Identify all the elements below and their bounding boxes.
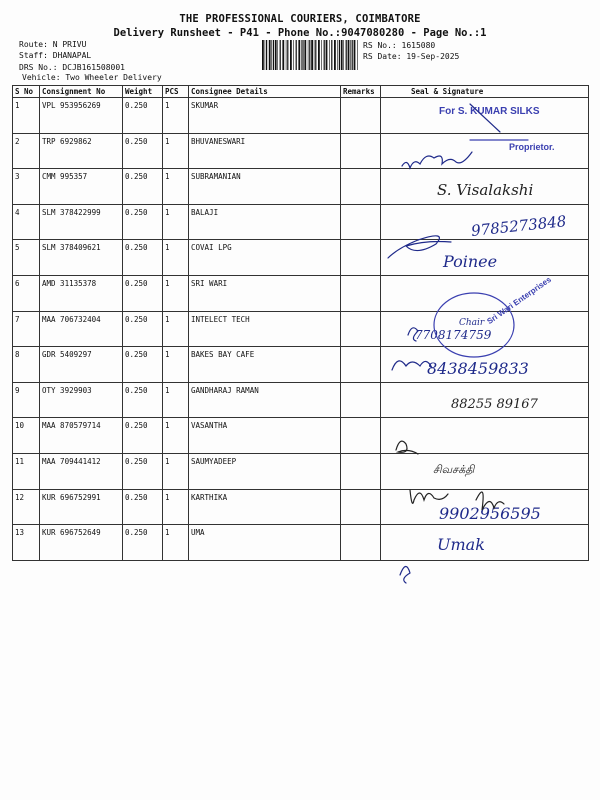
runsheet-table — [12, 85, 589, 561]
table-row — [13, 382, 589, 418]
cell-signature — [381, 133, 589, 169]
cell-consignment: TRP 6929862 — [40, 133, 123, 169]
barcode-bar — [331, 40, 332, 70]
barcode-bar — [357, 40, 358, 70]
barcode-bar — [324, 40, 325, 70]
barcode-bar — [275, 40, 277, 70]
barcode-bar — [290, 40, 292, 70]
drs-number: DRS No.: DCJB161508001 — [19, 63, 125, 72]
col-header-pcs: PCS — [163, 86, 189, 98]
barcode-bar — [302, 40, 303, 70]
barcode-bar — [339, 40, 340, 70]
cell-remarks — [341, 453, 381, 489]
cell-signature — [381, 169, 589, 205]
barcode-bar — [266, 40, 267, 70]
barcode-bar — [280, 40, 281, 70]
col-header-consignee: Consignee Details — [189, 86, 341, 98]
cell-weight: 0.250 — [123, 133, 163, 169]
company-title: THE PROFESSIONAL COURIERS, COIMBATORE — [179, 13, 421, 25]
barcode-icon — [262, 40, 358, 70]
cell-consignee: INTELECT TECH — [189, 311, 341, 347]
cell-sno: 3 — [13, 169, 40, 205]
cell-remarks — [341, 133, 381, 169]
runsheet-subtitle: Delivery Runsheet - P41 - Phone No.:9047080280 - Page No.:1 — [113, 27, 487, 39]
cell-sno: 10 — [13, 418, 40, 454]
cell-consignee: SRI WARI — [189, 275, 341, 311]
cell-remarks — [341, 418, 381, 454]
cell-consignee: BHUVANESWARI — [189, 133, 341, 169]
table-row — [13, 204, 589, 240]
barcode-bar — [314, 40, 315, 70]
cell-pcs: 1 — [163, 275, 189, 311]
barcode-bar — [277, 40, 278, 70]
cell-consignee: KARTHIKA — [189, 489, 341, 525]
cell-consignee: VASANTHA — [189, 418, 341, 454]
cell-consignment: CMM 995357 — [40, 169, 123, 205]
cell-pcs: 1 — [163, 311, 189, 347]
cell-sno: 4 — [13, 204, 40, 240]
cell-consignment: SLM 378422999 — [40, 204, 123, 240]
cell-consignment: VPL 953956269 — [40, 98, 123, 134]
cell-signature — [381, 382, 589, 418]
cell-sno: 5 — [13, 240, 40, 276]
signature-scribble — [400, 566, 410, 583]
route-label: Route: N PRIVU — [19, 40, 87, 49]
cell-sno: 7 — [13, 311, 40, 347]
table-row — [13, 98, 589, 134]
cell-weight: 0.250 — [123, 98, 163, 134]
cell-remarks — [341, 204, 381, 240]
cell-pcs: 1 — [163, 382, 189, 418]
cell-pcs: 1 — [163, 489, 189, 525]
barcode-bar — [352, 40, 353, 70]
cell-weight: 0.250 — [123, 240, 163, 276]
cell-signature — [381, 347, 589, 383]
table-row — [13, 311, 589, 347]
table-row — [13, 169, 589, 205]
barcode-bar — [262, 40, 264, 70]
cell-consignment: GDR 5409297 — [40, 347, 123, 383]
barcode-bar — [282, 40, 284, 70]
barcode-bar — [348, 40, 350, 70]
cell-consignee: BAKES BAY CAFE — [189, 347, 341, 383]
cell-pcs: 1 — [163, 453, 189, 489]
barcode-bar — [326, 40, 328, 70]
cell-pcs: 1 — [163, 347, 189, 383]
barcode-bar — [296, 40, 297, 70]
cell-signature — [381, 418, 589, 454]
barcode-bar — [315, 40, 316, 70]
cell-remarks — [341, 275, 381, 311]
col-header-consignment: Consignment No — [40, 86, 123, 98]
cell-remarks — [341, 169, 381, 205]
cell-consignment: MAA 706732404 — [40, 311, 123, 347]
cell-remarks — [341, 347, 381, 383]
cell-sno: 9 — [13, 382, 40, 418]
cell-consignment: KUR 696752991 — [40, 489, 123, 525]
barcode-bar — [301, 40, 302, 70]
cell-pcs: 1 — [163, 204, 189, 240]
barcode-bar — [286, 40, 287, 70]
table-row — [13, 489, 589, 525]
cell-consignee: SAUMYADEEP — [189, 453, 341, 489]
table-row — [13, 418, 589, 454]
cell-consignee: BALAJI — [189, 204, 341, 240]
cell-consignment: MAA 870579714 — [40, 418, 123, 454]
cell-sno: 11 — [13, 453, 40, 489]
cell-remarks — [341, 311, 381, 347]
table-row — [13, 240, 589, 276]
cell-signature — [381, 311, 589, 347]
cell-consignee: UMA — [189, 525, 341, 561]
cell-consignment: KUR 696752649 — [40, 525, 123, 561]
barcode-bar — [329, 40, 330, 70]
stamp-seal: For S. KUMAR SILKS — [439, 106, 540, 117]
cell-consignment: AMD 31135378 — [40, 275, 123, 311]
cell-consignment: SLM 378409621 — [40, 240, 123, 276]
rs-date: RS Date: 19-Sep-2025 — [363, 52, 460, 61]
barcode-bar — [321, 40, 322, 70]
cell-remarks — [341, 240, 381, 276]
barcode-bar — [341, 40, 343, 70]
cell-weight: 0.250 — [123, 311, 163, 347]
cell-remarks — [341, 382, 381, 418]
cell-weight: 0.250 — [123, 418, 163, 454]
cell-weight: 0.250 — [123, 525, 163, 561]
cell-sno: 13 — [13, 525, 40, 561]
barcode-bar — [308, 40, 309, 70]
cell-consignee: COVAI LPG — [189, 240, 341, 276]
cell-remarks — [341, 98, 381, 134]
cell-sno: 1 — [13, 98, 40, 134]
cell-weight: 0.250 — [123, 489, 163, 525]
cell-weight: 0.250 — [123, 275, 163, 311]
cell-sno: 6 — [13, 275, 40, 311]
cell-weight: 0.250 — [123, 204, 163, 240]
cell-pcs: 1 — [163, 169, 189, 205]
cell-pcs: 1 — [163, 98, 189, 134]
signature-phone: 9902956595 — [439, 503, 541, 523]
cell-signature — [381, 240, 589, 276]
cell-consignee: SUBRAMANIAN — [189, 169, 341, 205]
cell-signature — [381, 98, 589, 152]
table-row — [13, 525, 589, 561]
barcode-bar — [304, 40, 306, 70]
col-header-signature: Seal & Signature — [381, 86, 589, 98]
barcode-bar — [265, 40, 266, 70]
cell-sno: 8 — [13, 347, 40, 383]
cell-consignee: SKUMAR — [189, 98, 341, 134]
signature-handwriting: Umak — [437, 535, 485, 555]
signature-handwriting: S. Visalakshi — [437, 181, 534, 200]
table-row — [13, 133, 589, 169]
barcode-bar — [343, 40, 344, 70]
signature-handwriting: Poinee — [443, 252, 498, 272]
cell-signature — [381, 453, 589, 489]
barcode-bar — [298, 40, 300, 70]
vehicle-label: Vehicle: Two Wheeler Delivery — [22, 73, 162, 82]
cell-sno: 12 — [13, 489, 40, 525]
barcode-bar — [287, 40, 288, 70]
cell-consignment: OTY 3929903 — [40, 382, 123, 418]
cell-pcs: 1 — [163, 418, 189, 454]
cell-weight: 0.250 — [123, 169, 163, 205]
barcode-bar — [273, 40, 274, 70]
signature-phone: 9785273848 — [470, 211, 568, 240]
stamp-seal-round: Sri Wari Enterprises — [485, 274, 553, 327]
col-header-remarks: Remarks — [341, 86, 381, 98]
barcode-bar — [271, 40, 272, 70]
cell-remarks — [341, 525, 381, 561]
table-row — [13, 453, 589, 489]
col-header-sno: S No — [13, 86, 40, 98]
table-row — [13, 275, 589, 311]
signature-phone: 88255 89167 — [451, 396, 538, 412]
cell-pcs: 1 — [163, 240, 189, 276]
signature-handwriting: சிவசக்தி — [433, 462, 475, 476]
cell-pcs: 1 — [163, 525, 189, 561]
cell-signature — [381, 204, 589, 240]
cell-pcs: 1 — [163, 133, 189, 169]
table-row — [13, 347, 589, 383]
barcode-bar — [337, 40, 338, 70]
cell-signature — [381, 489, 589, 525]
barcode-bar — [354, 40, 356, 70]
staff-label: Staff: DHANAPAL — [19, 51, 92, 60]
barcode-bar — [350, 40, 351, 70]
cell-weight: 0.250 — [123, 382, 163, 418]
signature-phone: 7708174759 — [415, 327, 492, 342]
cell-consignee: GANDHARAJ RAMAN — [189, 382, 341, 418]
signature-phone: 8438459833 — [427, 359, 529, 379]
col-header-weight: Weight — [123, 86, 163, 98]
barcode-bar — [346, 40, 347, 70]
barcode-bar — [269, 40, 271, 70]
barcode-bar — [334, 40, 336, 70]
rs-number: RS No.: 1615080 — [363, 41, 436, 50]
barcode-bar — [311, 40, 313, 70]
cell-sno: 2 — [13, 133, 40, 169]
cell-consignment: MAA 709441412 — [40, 453, 123, 489]
signature-word: Chair — [459, 317, 485, 328]
cell-weight: 0.250 — [123, 347, 163, 383]
barcode-bar — [318, 40, 320, 70]
cell-signature — [381, 525, 589, 561]
stamp-seal-footer: Proprietor. — [509, 142, 555, 152]
cell-remarks — [341, 489, 381, 525]
barcode-bar — [309, 40, 310, 70]
table-header-row — [13, 86, 589, 98]
cell-weight: 0.250 — [123, 453, 163, 489]
barcode-bar — [293, 40, 294, 70]
